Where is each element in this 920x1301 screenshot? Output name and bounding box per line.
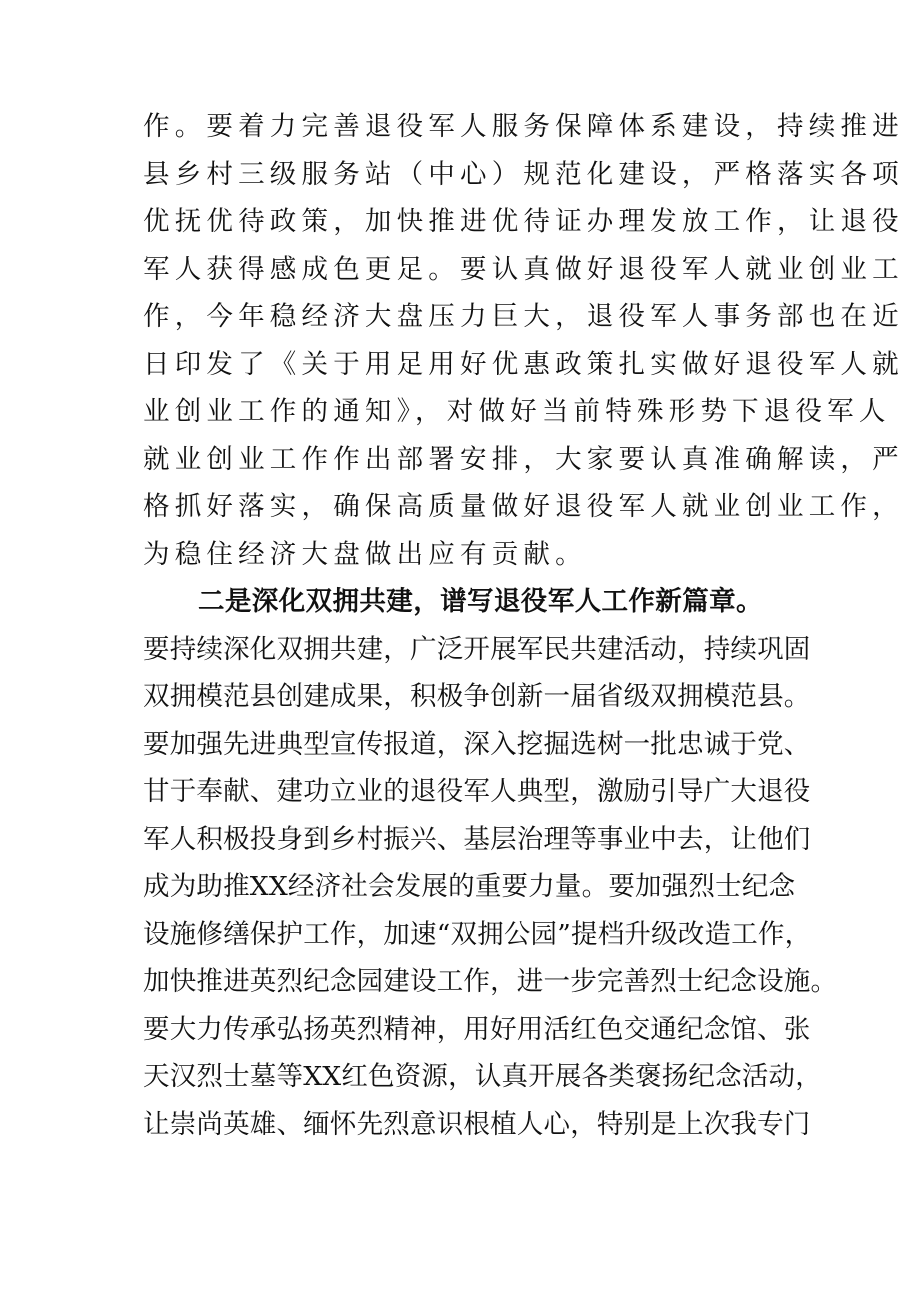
paragraph-line: 作。要着力完善退役军人服务保障体系建设，持续推进: [143, 111, 904, 142]
paragraph-line: 日印发了《关于用足用好优惠政策扎实做好退役军人就: [143, 348, 904, 380]
paragraph-line: 业创业工作的通知》，对做好当前特殊形势下退役军人: [143, 396, 891, 427]
paragraph-line: 就业创业工作作出部署安排，大家要认真准确解读，严: [143, 443, 904, 475]
paragraph-line: 军人获得感成色更足。要认真做好退役军人就业创业工: [143, 253, 904, 285]
paragraph-line: 加快推进英烈纪念园建设工作，进一步完善烈士纪念设施。: [143, 966, 838, 997]
paragraph-line: 优抚优待政策，加快推进优待证办理发放工作，让退役: [143, 206, 904, 237]
paragraph-line: 双拥模范县创建成果，积极争创新一届省级双拥模范县。: [143, 681, 811, 712]
paragraph-line: 要持续深化双拥共建，广泛开展军民共建活动，持续巩固: [143, 633, 811, 665]
paragraph-line: 甘于奉献、建功立业的退役军人典型，激励引导广大退役: [143, 776, 811, 807]
paragraph-line: 让崇尚英雄、缅怀先烈意识根植人心，特别是上次我专门: [143, 1108, 811, 1140]
paragraph-line: 要加强先进典型宣传报道，深入挖掘选树一批忠诚于党、: [143, 728, 811, 760]
section-heading: 二是深化双拥共建，谱写退役军人工作新篇章。: [198, 586, 763, 617]
paragraph-line: 格抓好落实，确保高质量做好退役军人就业创业工作，: [143, 491, 904, 522]
paragraph-line: 天汉烈士墓等XX红色资源，认真开展各类褒扬纪念活动，: [143, 1061, 822, 1092]
paragraph-line: 设施修缮保护工作，加速“双拥公园”提档升级改造工作，: [143, 918, 812, 950]
document-body: [143, 103, 904, 1148]
paragraph-line: 成为助推XX经济社会发展的重要力量。要加强烈士纪念: [143, 871, 796, 902]
paragraph-line: 要大力传承弘扬英烈精神，用好用活红色交通纪念馆、张: [143, 1013, 811, 1045]
paragraph-line: 县乡村三级服务站（中心）规范化建设，严格落实各项: [143, 158, 904, 190]
paragraph-line: 作，今年稳经济大盘压力巨大，退役军人事务部也在近: [143, 301, 904, 332]
paragraph-line: 军人积极投身到乡村振兴、基层治理等事业中去，让他们: [143, 823, 811, 855]
paragraph-line: 为稳住经济大盘做出应有贡献。: [143, 538, 587, 570]
